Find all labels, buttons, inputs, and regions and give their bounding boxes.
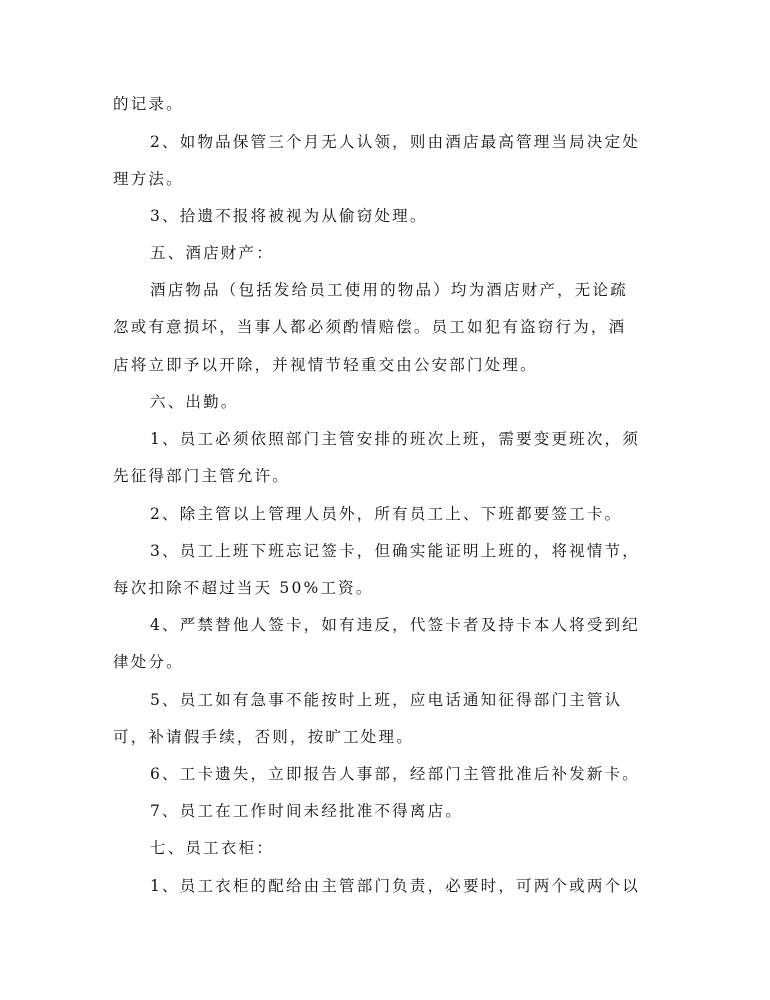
- text-line: 2、如物品保管三个月无人认领，则由酒店最高管理当局决定处: [150, 133, 640, 151]
- text-line: 律处分。: [113, 653, 184, 671]
- text-line: 1、员工衣柜的配给由主管部门负责，必要时，可两个或两个以: [150, 877, 640, 895]
- text-line: 每次扣除不超过当天 50%工资。: [113, 579, 374, 597]
- text-line: 5、员工如有急事不能按时上班，应电话通知征得部门主管认: [150, 691, 623, 709]
- text-line: 7、员工在工作时间未经批准不得离店。: [150, 802, 463, 820]
- text-line: 酒店物品（包括发给员工使用的物品）均为酒店财产，无论疏: [150, 281, 628, 299]
- text-line: 店将立即予以开除，并视情节轻重交由公安部门处理。: [113, 356, 538, 374]
- text-line: 1、员工必须依照部门主管安排的班次上班，需要变更班次，须: [150, 430, 640, 448]
- text-line: 理方法。: [113, 170, 184, 188]
- text-line: 6、工卡遗失，立即报告人事部，经部门主管批准后补发新卡。: [150, 765, 640, 783]
- text-line: 的记录。: [113, 95, 184, 113]
- text-line: 2、除主管以上管理人员外，所有员工上、下班都要签工卡。: [150, 505, 623, 523]
- section-heading: 五、酒店财产：: [150, 244, 274, 262]
- section-heading: 七、员工衣柜：: [150, 839, 274, 857]
- text-line: 可，补请假手续，否则，按旷工处理。: [113, 728, 414, 746]
- section-heading: 六、出勤。: [150, 393, 239, 411]
- text-line: 忽或有意损坏，当事人都必须酌情赔偿。员工如犯有盗窃行为，酒: [113, 318, 627, 336]
- text-line: 先征得部门主管允许。: [113, 467, 291, 485]
- text-line: 3、员工上班下班忘记签卡，但确实能证明上班的，将视情节，: [150, 542, 640, 560]
- text-line: 3、拾遗不报将被视为从偷窃处理。: [150, 207, 428, 225]
- text-line: 4、严禁替他人签卡，如有违反，代签卡者及持卡本人将受到纪: [150, 616, 640, 634]
